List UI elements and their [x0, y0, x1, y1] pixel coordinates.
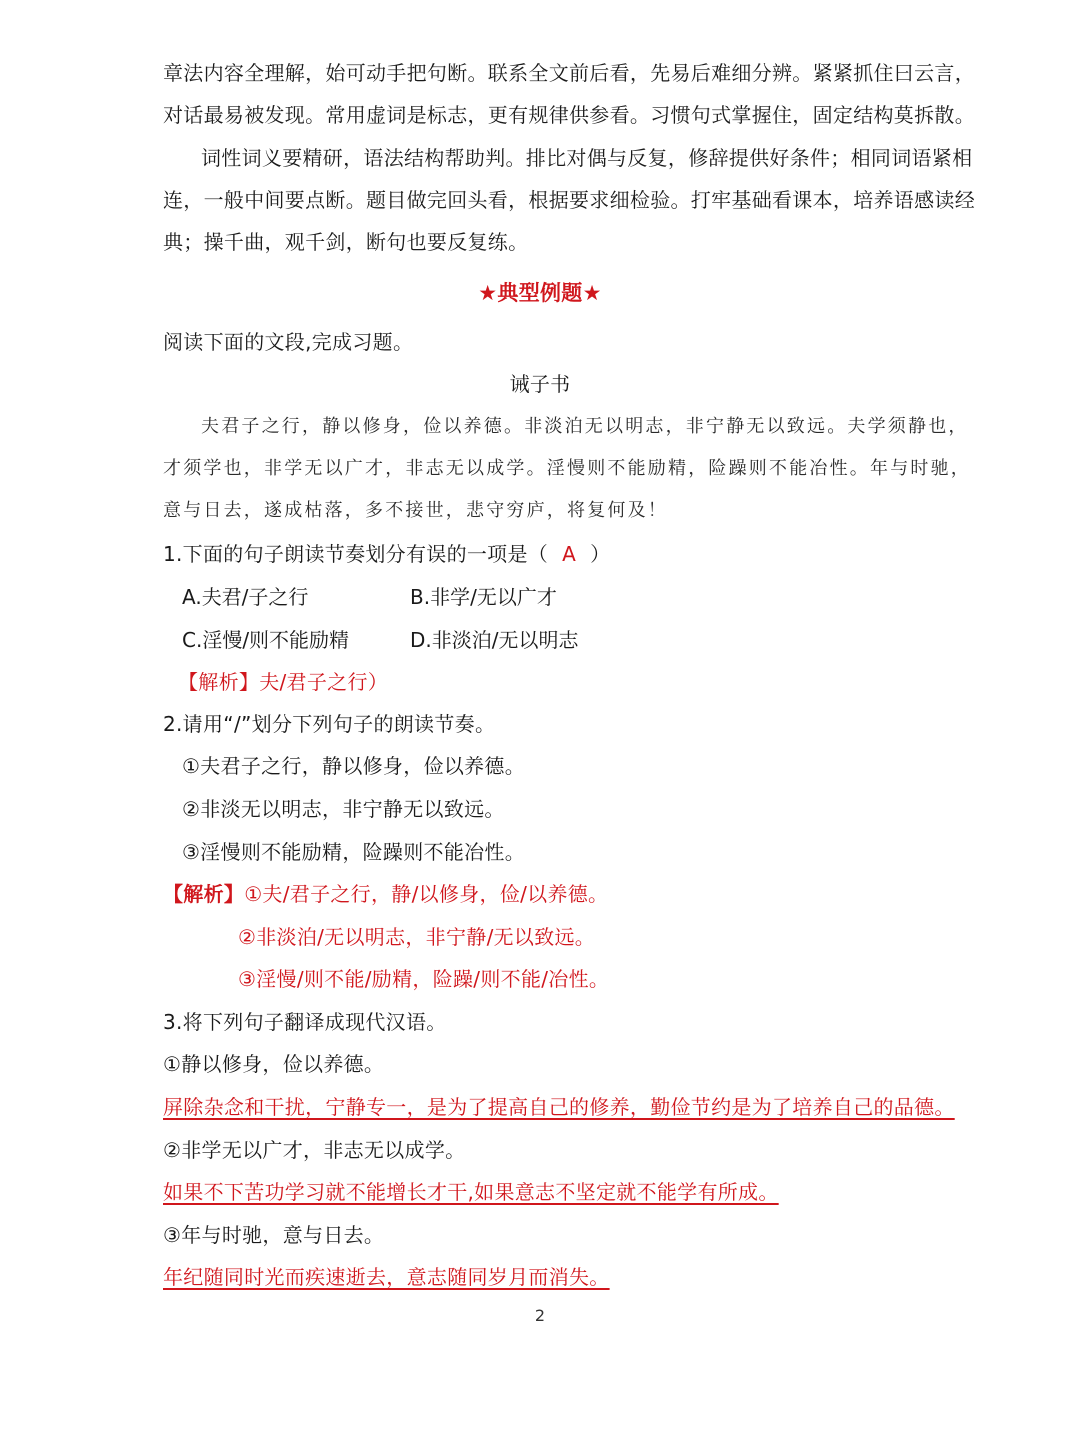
q2-analysis-label: 【解析】: [163, 882, 245, 906]
q1-stem-suffix: ）: [590, 542, 611, 566]
q2-answer-2: ②非淡泊/无以明志，非宁静/无以致远。: [238, 925, 596, 949]
passage-line-1: 夫君子之行，静以修身，俭以养德。非淡泊无以明志，非宁静无以致远。夫学须静也，: [201, 416, 969, 437]
intro-line-1: 章法内容全理解，始可动手把句断。联系全文前后看，先易后难细分辨。紧紧抓住曰云言，: [163, 61, 975, 85]
q2-answer-1: ①夫/君子之行，静/以修身，俭/以养德。: [244, 882, 609, 906]
q2-item-2: ②非淡无以明志，非宁静无以致远。: [182, 797, 505, 821]
q1-option-d: D.非淡泊/无以明志: [410, 628, 579, 652]
q2-stem: 2.请用“/”划分下列句子的朗读节奏。: [163, 712, 496, 736]
q3-sentence-3: ③年与时驰，意与日去。: [163, 1223, 385, 1247]
intro-line-2: 对话最易被发现。常用虚词是标志，更有规律供参看。习惯句式掌握住，固定结构莫拆散。: [163, 103, 975, 127]
q1-analysis: 【解析】夫/君子之行）: [178, 670, 389, 694]
page-number: 2: [534, 1306, 546, 1325]
q1-stem: [163, 541, 923, 567]
q2-analysis-row: [163, 881, 923, 907]
q2-item-3: ③淫慢则不能励精，险躁则不能冶性。: [182, 840, 526, 864]
intro-line-4: 连，一般中间要点断。题目做完回头看，根据要求细检验。打牢基础看课本，培养语感读经: [163, 188, 975, 212]
q3-sentence-1: ①静以修身，俭以养德。: [163, 1052, 385, 1076]
q3-translation-3: 年纪随同时光而疾速逝去，意志随同岁月而消失。: [163, 1265, 610, 1289]
intro-line-5: 典；操千曲，观千剑，断句也要反复练。: [163, 230, 529, 254]
q2-item-1: ①夫君子之行，静以修身，俭以养德。: [182, 754, 526, 778]
q3-translation-2: 如果不下苦功学习就不能增长才干,如果意志不坚定就不能学有所成。: [163, 1180, 779, 1204]
q1-option-b: B.非学/无以广才: [410, 585, 557, 609]
q1-stem-prefix: 1.下面的句子朗读节奏划分有误的一项是（: [163, 542, 549, 566]
q1-answer: A: [562, 542, 577, 566]
q3-sentence-2: ②非学无以广才，非志无以成学。: [163, 1138, 466, 1162]
passage-line-2: 才须学也，非学无以广才，非志无以成学。淫慢则不能励精，险躁则不能冶性。年与时驰，: [163, 458, 971, 479]
q3-stem: 3.将下列句子翻译成现代汉语。: [163, 1010, 447, 1034]
q3-translation-1: 屏除杂念和干扰，宁静专一，是为了提高自己的修养，勤俭节约是为了培养自己的品德。: [163, 1095, 955, 1119]
passage-title: 诫子书: [509, 372, 571, 396]
q2-answer-3: ③淫慢/则不能/励精，险躁/则不能/冶性。: [238, 967, 610, 991]
q1-option-c: C.淫慢/则不能励精: [182, 628, 350, 652]
instruction-text: 阅读下面的文段,完成习题。: [163, 330, 414, 354]
section-heading: ★典型例题★: [478, 281, 602, 305]
passage-line-3: 意与日去，遂成枯落，多不接世，悲守穷庐，将复何及！: [163, 500, 668, 521]
intro-line-3: 词性词义要精研，语法结构帮助判。排比对偶与反复，修辞提供好条件；相同词语紧相: [201, 146, 973, 170]
q1-option-a: A.夫君/子之行: [182, 585, 309, 609]
